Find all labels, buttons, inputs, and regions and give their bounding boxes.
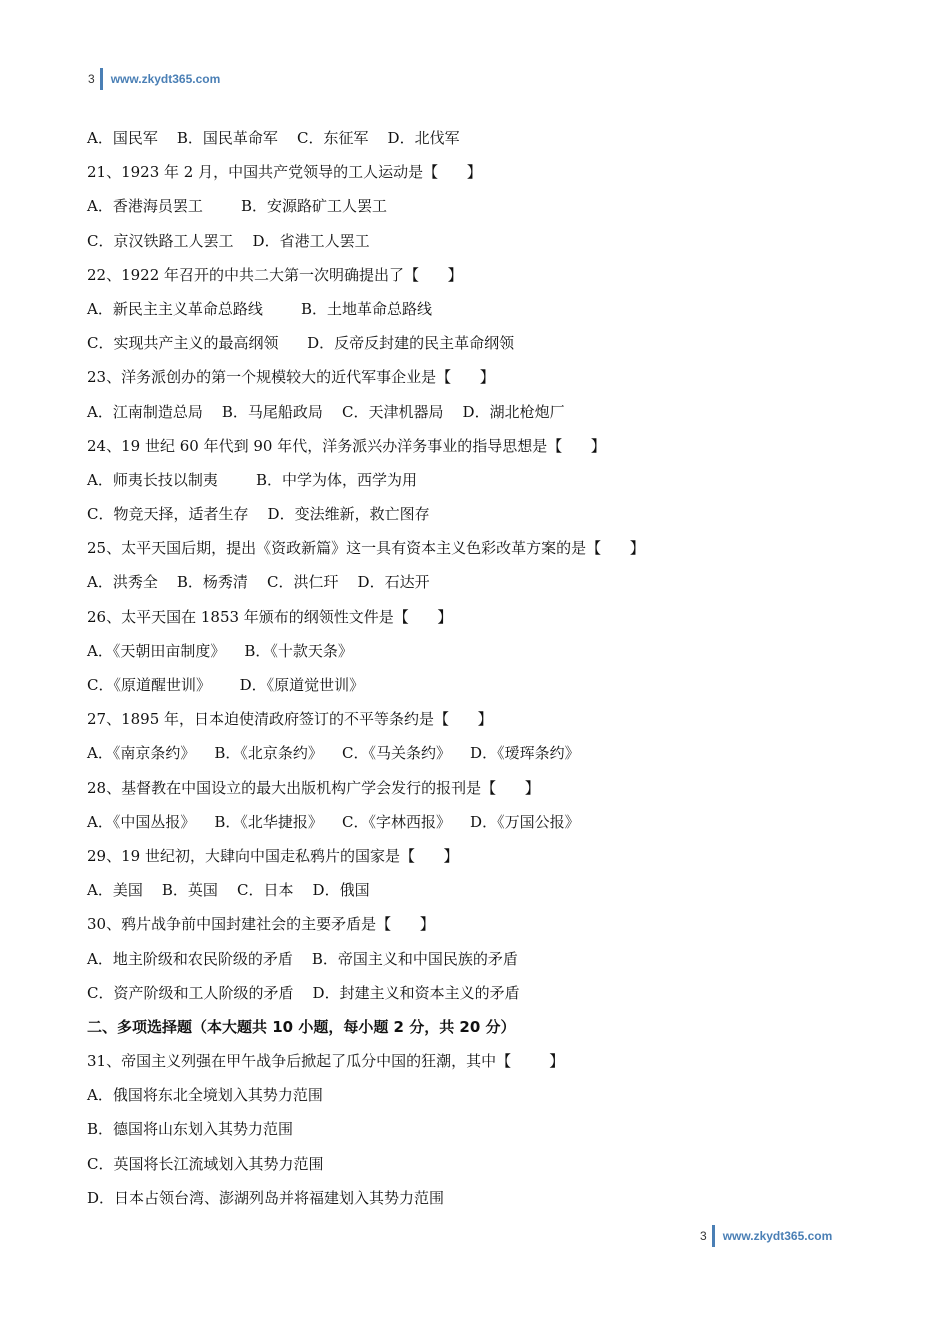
option-line: C．英国将长江流域划入其势力范围 (87, 1154, 324, 1173)
footer-page-number: 3 (700, 1229, 707, 1243)
option-line: A．新民主主义革命总路线 B．土地革命总路线 (87, 299, 433, 318)
question-line: 22、1922 年召开的中共二大第一次明确提出了【 】 (87, 265, 463, 284)
option-line: A．地主阶级和农民阶级的矛盾 B．帝国主义和中国民族的矛盾 (87, 949, 518, 968)
option-line: C．物竞天择，适者生存 D．变法维新，救亡图存 (87, 505, 430, 524)
option-line: A．《南京条约》 B．《北京条约》 C．《马关条约》 D．《瑷珲条约》 (87, 744, 580, 763)
section-heading: 二、多项选择题（本大题共 10 小题，每小题 2 分，共 20 分） (87, 1017, 516, 1036)
question-line: 29、19 世纪初，大肆向中国走私鸦片的国家是【 】 (87, 846, 459, 865)
page-header (88, 68, 220, 90)
document-body (87, 125, 867, 1219)
option-line: D．日本占领台湾、澎湖列岛并将福建划入其势力范围 (87, 1188, 445, 1207)
footer-divider (712, 1225, 715, 1247)
option-line: C．实现共产主义的最高纲领 D．反帝反封建的民主革命纲领 (87, 334, 515, 353)
option-line: A．洪秀全 B．杨秀清 C．洪仁玕 D．石达开 (87, 573, 430, 592)
header-site-link[interactable]: www.zkydt365.com (110, 72, 221, 86)
option-line: B．德国将山东划入其势力范围 (87, 1120, 294, 1139)
option-line: A．江南制造总局 B．马尾船政局 C．天津机器局 D．湖北枪炮厂 (87, 402, 565, 421)
footer-site-link[interactable]: www.zkydt365.com (722, 1229, 833, 1243)
question-line: 24、19 世纪 60 年代到 90 年代，洋务派兴办洋务事业的指导思想是【 】 (87, 436, 606, 455)
option-line: A．《天朝田亩制度》 B．《十款天条》 (87, 641, 353, 660)
question-line: 21、1923 年 2 月，中国共产党领导的工人运动是【 】 (87, 163, 482, 182)
option-line: A．《中国丛报》 B．《北华捷报》 C．《字林西报》 D．《万国公报》 (87, 812, 580, 831)
option-line: C．《原道醒世训》 D．《原道觉世训》 (87, 676, 365, 694)
question-line: 31、帝国主义列强在甲午战争后掀起了瓜分中国的狂潮，其中【 】 (87, 1052, 565, 1071)
option-line: A．俄国将东北全境划入其势力范围 (87, 1086, 323, 1105)
question-line: 30、鸦片战争前中国封建社会的主要矛盾是【 】 (87, 915, 435, 934)
header-page-number: 3 (88, 72, 95, 86)
question-line: 26、太平天国在 1853 年颁布的纲领性文件是【 】 (87, 607, 453, 626)
page-footer (700, 1225, 832, 1247)
question-line: 23、洋务派创办的第一个规模较大的近代军事企业是【 】 (87, 368, 495, 387)
text-line: A．国民军 B．国民革命军 C．东征军 D．北伐军 (87, 129, 460, 147)
question-line: 25、太平天国后期，提出《资政新篇》这一具有资本主义色彩改革方案的是【 】 (87, 539, 645, 558)
question-line: 27、1895 年，日本迫使清政府签订的不平等条约是【 】 (87, 710, 493, 729)
question-line: 28、基督教在中国设立的最大出版机构广学会发行的报刊是【 】 (87, 778, 540, 797)
option-line: C．京汉铁路工人罢工 D．省港工人罢工 (87, 231, 370, 250)
option-line: A．香港海员罢工 B．安源路矿工人罢工 (87, 197, 388, 216)
header-divider (100, 68, 103, 90)
option-line: A．美国 B．英国 C．日本 D．俄国 (87, 881, 370, 900)
option-line: A．师夷长技以制夷 B．中学为体，西学为用 (87, 470, 418, 489)
option-line: C．资产阶级和工人阶级的矛盾 D．封建主义和资本主义的矛盾 (87, 983, 520, 1002)
